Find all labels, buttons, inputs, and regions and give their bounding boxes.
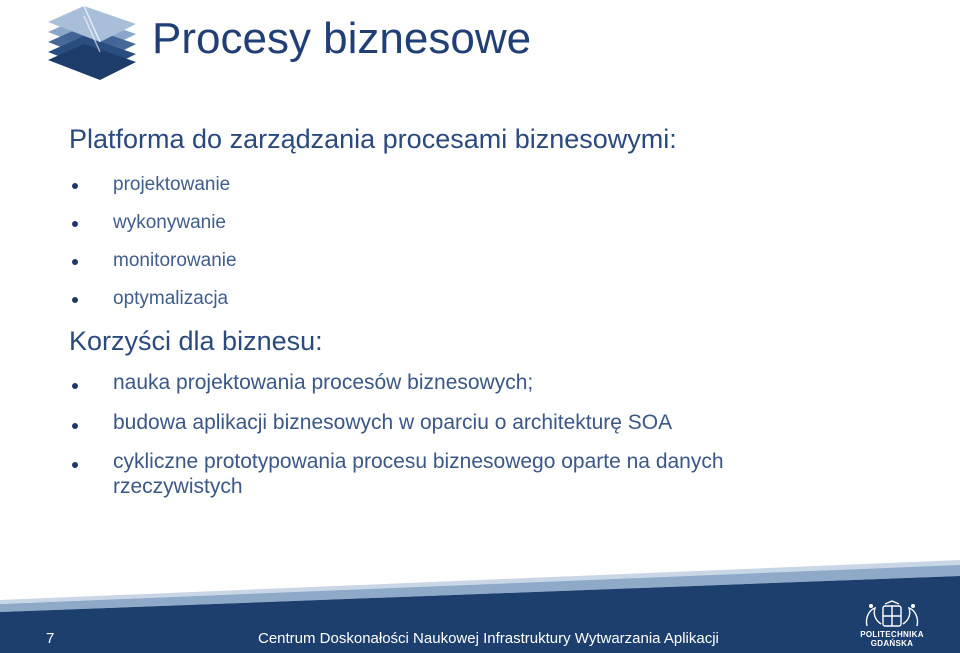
bullet-icon [72,297,78,303]
bullet-icon [72,259,78,265]
bullet-icon [72,221,78,227]
bullet-icon [72,383,78,389]
university-emblem-icon [861,600,923,630]
university-name-line1: POLITECHNIKA [860,630,924,639]
bullet-icon [72,423,78,429]
university-logo [852,600,932,653]
stacked-layers-logo-icon [44,2,140,80]
footer-institution-text: Centrum Doskonałości Naukowej Infrastruktury Wytwarzania Aplikacji [258,630,719,647]
bullet-icon [72,183,78,189]
slide-title: Procesy biznesowe [152,14,532,63]
bullet-icon [72,462,78,468]
section-heading-platform: Platforma do zarządzania procesami biznesowymi: [69,124,677,154]
page-number: 7 [46,630,55,647]
university-name-line2: GDAŃSKA [870,639,914,648]
slide: Procesy biznesowe Platforma do zarządzania procesami biznesowymi: projektowanie wykonywanie monitorowanie optymalizacja Korzyści dla biznesu: nauka projektowania procesów biznesowych; budowa aplikacji biznesowych w oparciu o architekturę SOA cykliczne prototypowania procesu biznesowego oparte na danych rzeczywistych 7 Centrum Doskonałości Naukowej Infrastruktury Wytwarzania Aplikacji POLITECHNIKA GDAŃSKA [0,0,960,653]
section-heading-benefits: Korzyści dla biznesu: [69,326,323,356]
